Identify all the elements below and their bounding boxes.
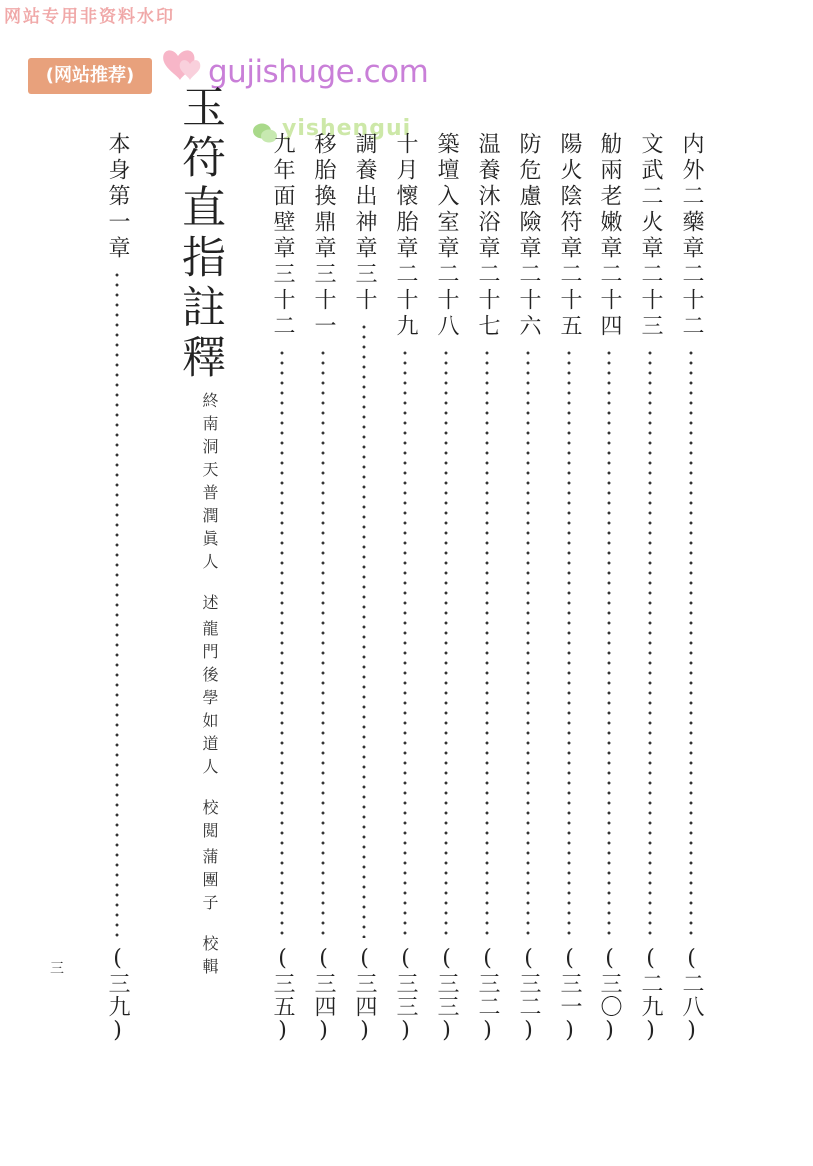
leader-dots: [388, 348, 422, 938]
toc-page: (三四): [311, 946, 336, 1044]
toc-entry: [674, 132, 708, 1044]
leader-dots: [429, 348, 463, 938]
toc-entry: [306, 132, 340, 1044]
toc-title: 陽火陰符章二十五: [557, 132, 582, 340]
leader-dots: [592, 348, 626, 938]
credit-role: 校輯: [200, 935, 219, 981]
toc-page: (三五): [270, 946, 295, 1044]
toc-entry: [265, 132, 299, 1044]
toc-page: (三四): [352, 946, 377, 1044]
toc-entry: [429, 132, 463, 1044]
toc-page: (三二): [516, 946, 541, 1044]
toc-page: (三九): [105, 946, 130, 1044]
leader-dots: [347, 322, 381, 938]
toc-page: (二九): [638, 946, 663, 1044]
toc-title: 觔兩老嫩章二十四: [597, 132, 622, 340]
toc-title: 築壇入室章二十八: [434, 132, 459, 340]
toc-entry: [592, 132, 626, 1044]
leader-dots: [674, 348, 708, 938]
toc-page: (三三): [393, 946, 418, 1044]
watermark-site: gujishuge.com: [208, 54, 429, 90]
toc-title: 移胎換鼎章三十一: [311, 132, 336, 340]
credit-name: 蒲團子: [200, 848, 219, 917]
leader-dots: [511, 348, 545, 938]
toc-entry: [388, 132, 422, 1044]
leader-dots: [552, 348, 586, 938]
watermark-badge: (网站推荐): [28, 58, 152, 94]
leader-dots: [470, 348, 504, 938]
credit-editor: [194, 848, 224, 981]
leader-dots: [633, 348, 667, 938]
toc-title: 九年面壁章三十二: [270, 132, 295, 340]
leader-dots: [265, 348, 299, 938]
toc-entry: [511, 132, 545, 1044]
leader-dots: [306, 348, 340, 938]
toc-page: (二八): [679, 946, 704, 1044]
toc-entry: [633, 132, 667, 1044]
toc-entry: [552, 132, 586, 1044]
toc-page: (三〇): [597, 946, 622, 1044]
toc-title: 内外二藥章二十二: [679, 132, 704, 340]
credit-role: 述: [200, 594, 219, 617]
toc-entry: [347, 132, 381, 1044]
book-title: 玉符直指註釋: [174, 84, 225, 384]
toc-page: (三三): [434, 946, 459, 1044]
credit-proofreader: [194, 620, 224, 845]
toc-entry: [470, 132, 504, 1044]
toc-title: 十月懷胎章二十九: [393, 132, 418, 340]
credit-name: 終南洞天普潤眞人: [200, 392, 219, 576]
credit-name: 龍門後學如道人: [200, 620, 219, 781]
toc-entry: [100, 132, 134, 1044]
toc-title: 本身第一章: [105, 132, 130, 262]
toc-title: 防危慮險章二十六: [516, 132, 541, 340]
toc-page: (三二): [475, 946, 500, 1044]
watermark-top-text: 网站专用非资料水印: [4, 7, 175, 27]
toc-title: 温養沐浴章二十七: [475, 132, 500, 340]
toc-title: 調養出神章三十: [352, 132, 377, 314]
toc-title: 文武二火章二十三: [638, 132, 663, 340]
toc-page: (三一): [557, 946, 582, 1044]
page-number: 三: [50, 961, 64, 977]
credit-author: [194, 392, 224, 617]
credit-role: 校閲: [200, 799, 219, 845]
leader-dots: [100, 270, 134, 938]
watermark-pinyin: yishengui: [282, 116, 412, 141]
